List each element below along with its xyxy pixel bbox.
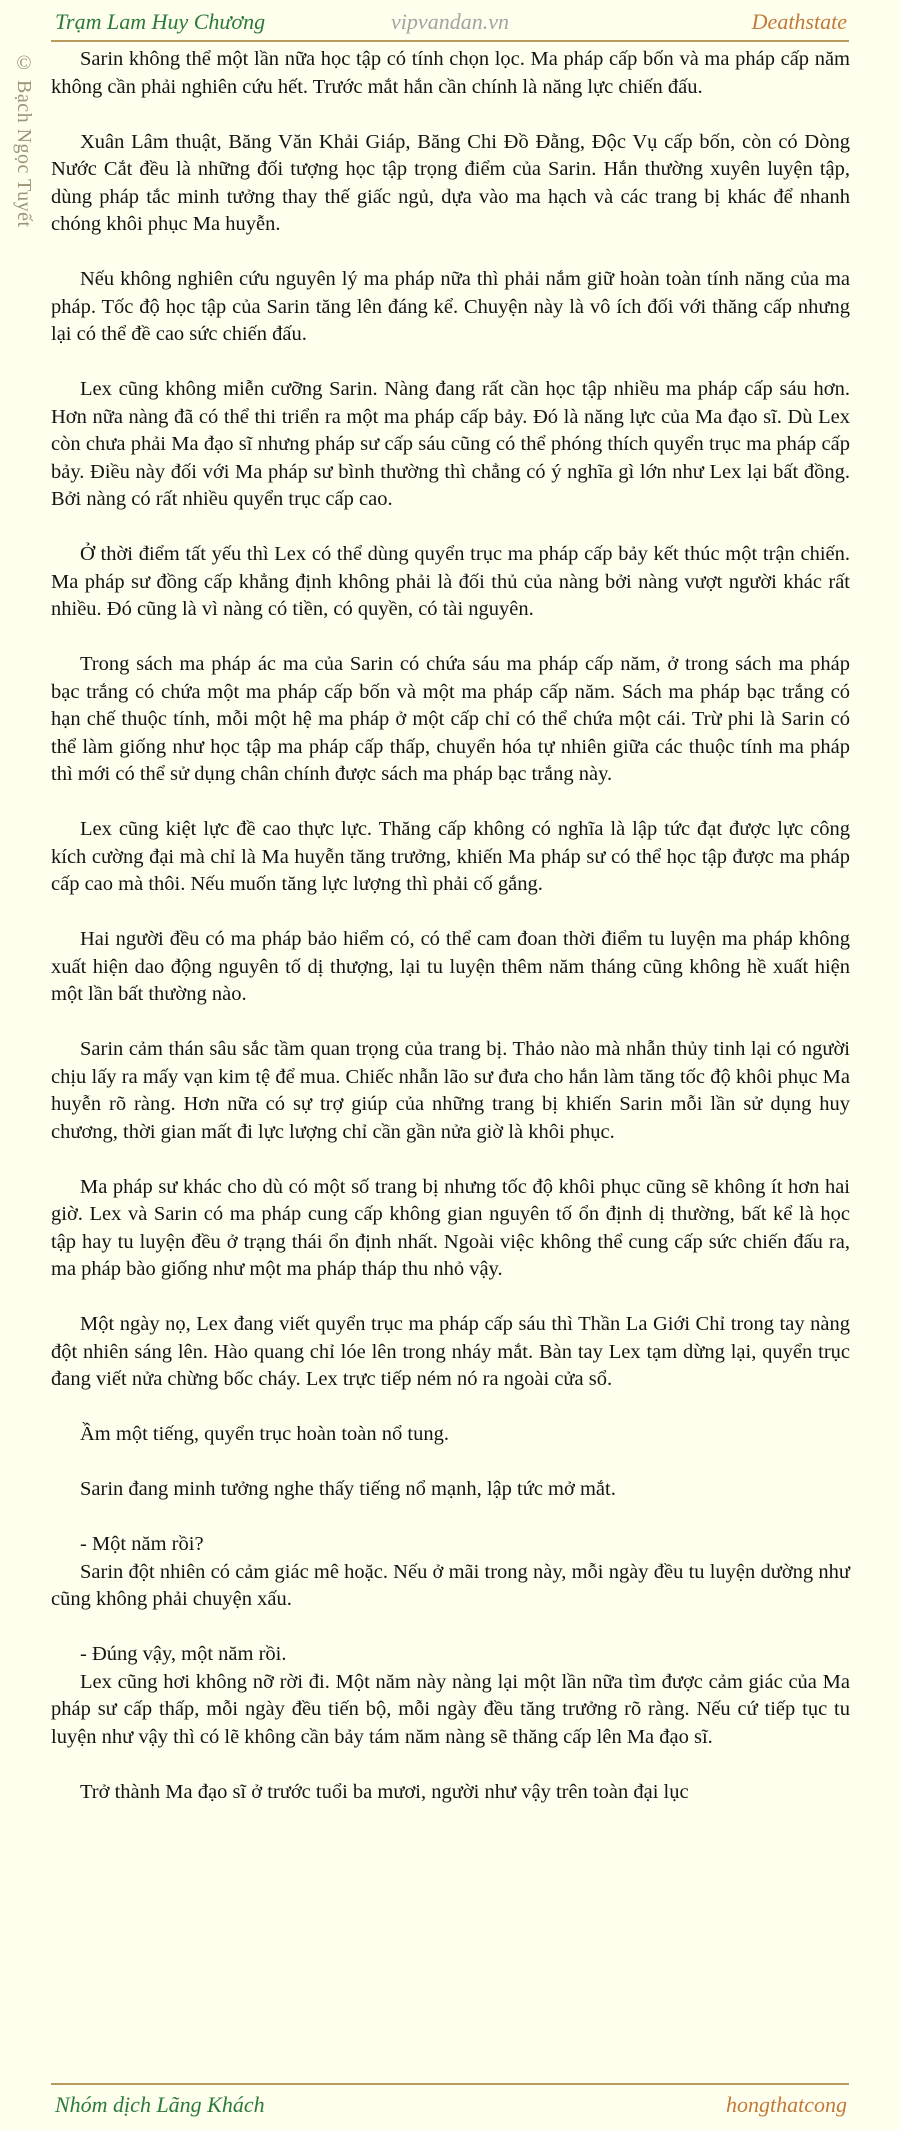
paragraph: Sarin cảm thán sâu sắc tầm quan trọng của trang bị. Thảo nào mà nhẫn thủy tinh lại có người chịu lấy ra mấy vạn kim tệ để mua. Chiếc nhẫn lão sư đưa cho hắn làm tăng tốc độ khôi phục Ma huyễn rõ ràng. Hơn nữa có sự trợ giúp của những trang bị khiến Sarin mỗi lần sử dụng huy chương, thời gian mất đi lực lượng chỉ cần gần nửa giờ là khôi phục. bbox=[51, 1038, 850, 1143]
paragraph: Lex cũng không miễn cưỡng Sarin. Nàng đang rất cần học tập nhiều ma pháp cấp sáu hơn. Hơn nữa nàng đã có thể thi triển ra một ma pháp cấp bảy. Đó là năng lực của Ma đạo sĩ. Dù Lex còn chưa phải Ma đạo sĩ nhưng pháp sư cấp sáu cũng có thể phóng thích quyển trục ma pháp cấp bảy. Điều này đối với Ma pháp sư bình thường thì chẳng có ý nghĩa gì lớn như Lex lại bất đồng. Bởi nàng có rất nhiều quyển trục cấp cao. bbox=[51, 378, 850, 510]
paragraph: Trong sách ma pháp ác ma của Sarin có chứa sáu ma pháp cấp năm, ở trong sách ma pháp bạc trắng có chứa một ma pháp cấp bốn và một ma pháp cấp năm. Sách ma pháp bạc trắng có hạn chế thuộc tính, mỗi một hệ ma pháp ở một cấp chỉ có thể chứa một cái. Trừ phi là Sarin có thể làm giống như học tập ma pháp cấp thấp, chuyển hóa tự nhiên giữa các thuộc tính ma pháp thì mới có thể sử dụng chân chính được sách ma pháp bạc trắng này. bbox=[51, 653, 850, 785]
paragraph: Trở thành Ma đạo sĩ ở trước tuổi ba mươi, người như vậy trên toàn đại lục bbox=[80, 1780, 689, 1803]
header-translator: Deathstate bbox=[751, 9, 847, 34]
header-title: Trạm Lam Huy Chương bbox=[55, 9, 266, 34]
paragraph: Xuân Lâm thuật, Băng Văn Khải Giáp, Băng Chi Đồ Đằng, Độc Vụ cấp bốn, còn có Dòng Nước Cắt đều là những đối tượng học tập trọng điểm của Sarin. Hắn thường xuyên luyện tập, dùng pháp tắc minh tưởng thay thế giấc ngủ, dựa vào ma hạch và các trang bị khác để nhanh chóng khôi phục Ma huyễn. bbox=[51, 130, 850, 235]
paragraph: Sarin đang minh tưởng nghe thấy tiếng nổ mạnh, lập tức mở mắt. bbox=[80, 1478, 616, 1500]
sidebar-copyright: © Bạch Ngọc Tuyết bbox=[13, 52, 35, 228]
chapter-content bbox=[51, 46, 850, 1834]
dialogue-line: - Một năm rồi? bbox=[80, 1533, 204, 1555]
paragraph: Một ngày nọ, Lex đang viết quyển trục ma pháp cấp sáu thì Thần La Giới Chỉ trong tay nàng đột nhiên sáng lên. Hào quang chỉ lóe lên trong nháy mắt. Bàn tay Lex tạm dừng lại, quyển trục đang viết nửa chừng bốc cháy. Lex trực tiếp ném nó ra ngoài cửa sổ. bbox=[51, 1313, 850, 1390]
paragraph: Lex cũng kiệt lực đề cao thực lực. Thăng cấp không có nghĩa là lập tức đạt được lực công kích cường đại mà chỉ là Ma huyễn tăng trưởng, khiến Ma pháp sư có thể học tập được ma pháp cấp cao mà thôi. Nếu muốn tăng lực lượng thì phải cố gắng. bbox=[51, 818, 850, 895]
footer-source: hongthatcong bbox=[726, 2092, 847, 2117]
dialogue-line: - Đúng vậy, một năm rồi. bbox=[80, 1643, 287, 1665]
paragraph: Hai người đều có ma pháp bảo hiểm có, có thể cam đoan thời điểm tu luyện ma pháp không xuất hiện dao động nguyên tố dị thượng, lại tu luyện thêm năm tháng cũng không hề xuất hiện một lần bất thường nào. bbox=[51, 928, 850, 1005]
page-header bbox=[51, 8, 849, 42]
footer-group: Nhóm dịch Lãng Khách bbox=[55, 2092, 265, 2117]
paragraph: Lex cũng hơi không nỡ rời đi. Một năm này nàng lại một lần nữa tìm được cảm giác của Ma pháp sư cấp thấp, mỗi ngày đều tiến bộ, mỗi ngày đều tăng trưởng rõ ràng. Nếu cứ tiếp tục tu luyện như vậy thì có lẽ không cần bảy tám năm nàng sẽ thăng cấp lên Ma đạo sĩ. bbox=[51, 1670, 850, 1748]
paragraph: Ma pháp sư khác cho dù có một số trang bị nhưng tốc độ khôi phục cũng sẽ không ít hơn hai giờ. Lex và Sarin có ma pháp cung cấp không gian nguyên tố ổn định dị thường, bất kể là học tập hay tu luyện đều ở trạng thái ổn định nhất. Ngoài việc không thể cung cấp sức chiến đấu ra, ma pháp bào giống như một ma pháp tháp thu nhỏ vậy. bbox=[51, 1175, 850, 1280]
paragraph: Ầm một tiếng, quyển trục hoàn toàn nổ tung. bbox=[80, 1423, 449, 1445]
paragraph: Sarin không thể một lần nữa học tập có tính chọn lọc. Ma pháp cấp bốn và ma pháp cấp năm không cần phải nghiên cứu hết. Trước mắt hắn cần chính là năng lực chiến đấu. bbox=[51, 48, 850, 98]
paragraph: Sarin đột nhiên có cảm giác mê hoặc. Nếu ở mãi trong này, mỗi ngày đều tu luyện dường như cũng không phải chuyện xấu. bbox=[51, 1560, 850, 1610]
paragraph: Ở thời điểm tất yếu thì Lex có thể dùng quyển trục ma pháp cấp bảy kết thúc một trận chiến. Ma pháp sư đồng cấp khẳng định không phải là đối thủ của nàng bởi nàng vượt người khác rất nhiều. Đó cũng là vì nàng có tiền, có quyền, có tài nguyên. bbox=[51, 543, 850, 620]
paragraph: Nếu không nghiên cứu nguyên lý ma pháp nữa thì phải nắm giữ hoàn toàn tính năng của ma pháp. Tốc độ học tập của Sarin tăng lên đáng kể. Chuyện này là vô ích đối với thăng cấp nhưng lại có thể đề cao sức chiến đấu. bbox=[51, 268, 850, 345]
header-site-link[interactable]: vipvandan.vn bbox=[391, 9, 509, 34]
page-footer bbox=[51, 2083, 849, 2127]
